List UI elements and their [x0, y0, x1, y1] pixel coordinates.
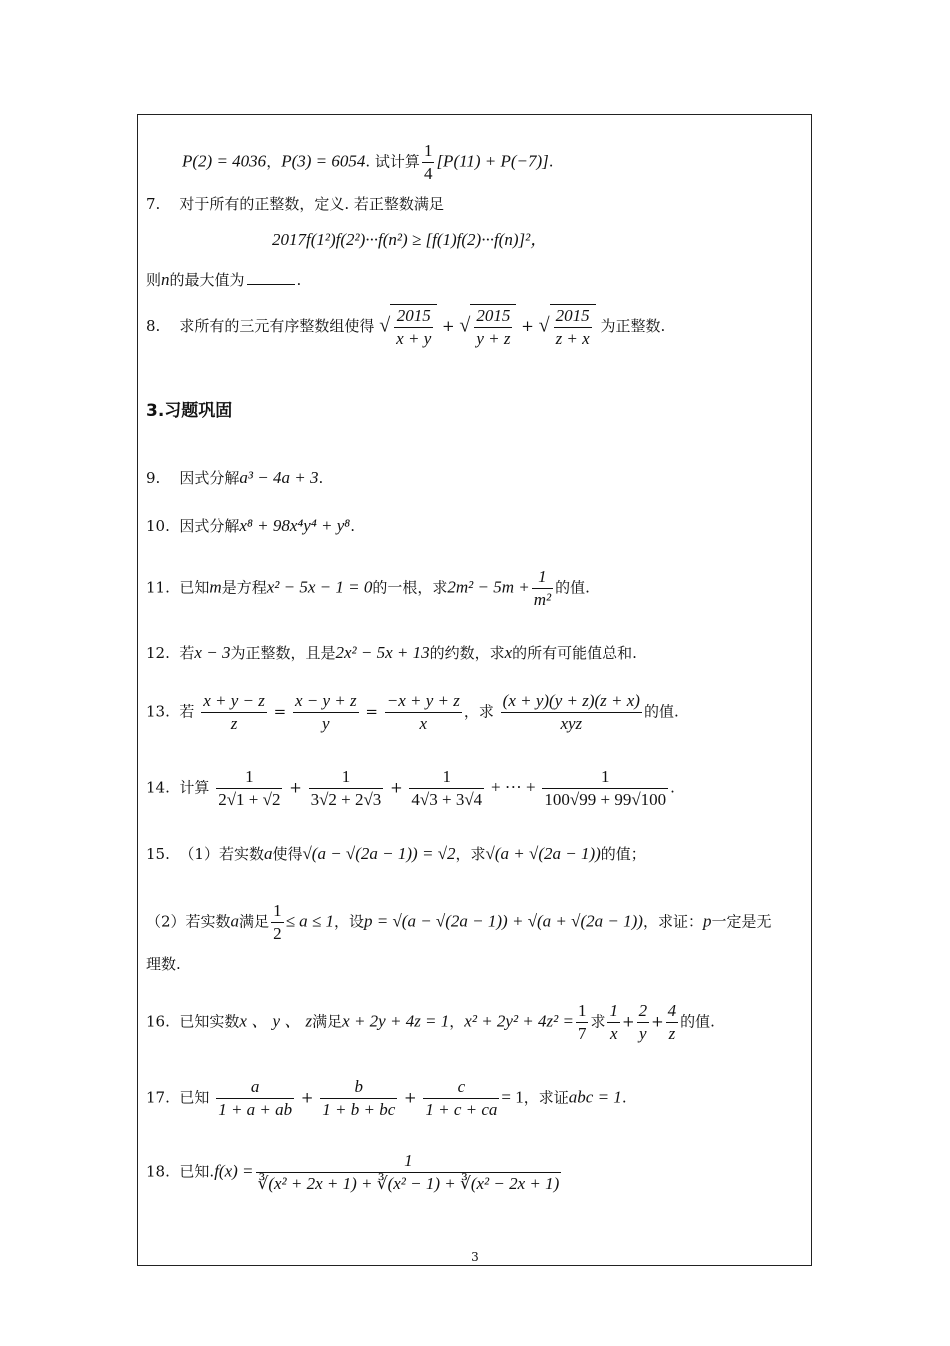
problem-15-part1: 15. （1）若实数a使得√(a − √(2a − 1)) = √2，求√(a + √(2a − 1))的值；: [146, 844, 646, 863]
problem-8: 8. 求所有的三元有序整数组使得 √ $\frac{2015}{x + y}$ + √ $\frac{2015}{y + z}$ + √ $\frac{2015}{z + x}$ 为正整数.: [146, 306, 666, 348]
problem-18: 18. 已知.f(x) = $\frac{1}{\text{∛(x² + 2x + 1) + ∛(x² − 1) + ∛(x² − 2x + 1)}}$: [146, 1151, 560, 1193]
problem-7-formula: 2017f(1²)f(2²)···f(n²) ≥ [f(1)f(2)···f(n)]²，: [272, 230, 548, 249]
problem-16: 16. 已知实数x 、 y 、 z满足x + 2y + 4z = 1，x² + 2y² + 4z² = $\frac{1}{7}$ 求 $\frac{1}{x}$ + $\frac{2}{y}$ + $\frac{4}{z}$ 的值.: [146, 1001, 715, 1043]
problem-11: 11. 已知m是方程x² − 5x − 1 = 0的一根，求2m² − 5m + $\frac{1}{\text{m²}}$ 的值.: [146, 567, 590, 609]
answer-blank: [247, 284, 295, 285]
fraction: $\frac{1}{4}$: [423, 141, 433, 183]
problem-12: 12. 若x − 3为正整数，且是2x² − 5x + 13的约数，求x的所有可能值总和.: [146, 643, 637, 662]
section-heading: 3.习题巩固: [146, 401, 233, 421]
problem-15-part2-cont: 理数.: [146, 955, 181, 973]
problem-7: 7. 对于所有的正整数，定义. 若正整数满足: [146, 195, 444, 213]
problem-7-question: 则n的最大值为 .: [146, 270, 302, 289]
problem-6-tail: P(2) = 4036，P(3) = 6054. 试计算 $\frac{1}{4}$ [P(11) + P(−7)].: [182, 141, 554, 183]
problem-14: 14. 计算 $\frac{1}{2√1 + √2}$ + $\frac{1}{3√2 + 2√3}$ + $\frac{1}{4√3 + 3√4}$ + ··· + $\frac{1}{100√99 + 99√100}$ .: [146, 767, 675, 809]
page-number: 3: [471, 1250, 479, 1264]
problem-15-part2: （2）若实数a满足 $\frac{1}{2}$ ≤ a ≤ 1，设p = √(a − √(2a − 1)) + √(a + √(2a − 1))，求证：p一定是无: [146, 901, 772, 943]
problem-17: 17. 已知 $\frac{a}{1 + a + ab}$ + $\frac{b}{1 + b + bc}$ + $\frac{c}{1 + c + ca}$ = 1，求证abc = 1.: [146, 1077, 627, 1119]
problem-9: 9. 因式分解a³ − 4a + 3.: [146, 468, 324, 487]
problem-13: 13. 若 $\frac{x + y - z}{z}$ = $\frac{x - y + z}{y}$ = $\frac{-x + y + z}{x}$ ，求 $\frac{(x + y)(y + z)(z + x)}{\text{xyz}}$ 的值.: [146, 691, 679, 733]
problem-10: 10. 因式分解x⁸ + 98x⁴y⁴ + y⁸.: [146, 516, 355, 535]
